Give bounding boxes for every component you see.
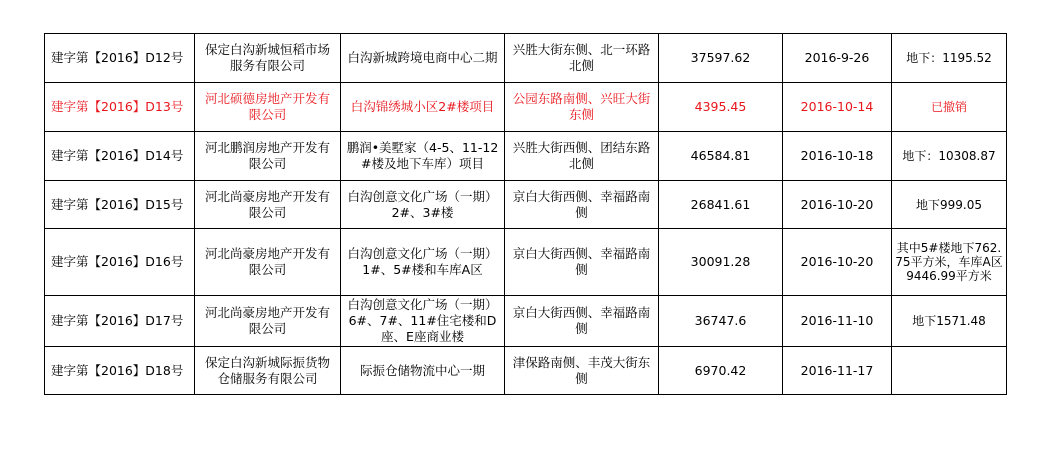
company-cell: 河北尚豪房地产开发有限公司 bbox=[195, 181, 341, 229]
note-cell: 地下999.05 bbox=[892, 181, 1007, 229]
location-cell: 京白大街西侧、幸福路南侧 bbox=[505, 229, 659, 296]
company-cell: 河北鹏润房地产开发有限公司 bbox=[195, 132, 341, 181]
company-cell: 河北尚豪房地产开发有限公司 bbox=[195, 296, 341, 347]
date-cell: 2016-11-17 bbox=[783, 347, 892, 395]
permit-id-cell: 建字第【2016】D14号 bbox=[45, 132, 195, 181]
note-cell: 其中5#楼地下762.75平方米，车库A区9446.99平方米 bbox=[892, 229, 1007, 296]
company-cell: 河北尚豪房地产开发有限公司 bbox=[195, 229, 341, 296]
permit-id-cell: 建字第【2016】D15号 bbox=[45, 181, 195, 229]
permit-id-cell: 建字第【2016】D12号 bbox=[45, 34, 195, 83]
location-cell: 津保路南侧、丰茂大街东侧 bbox=[505, 347, 659, 395]
table-row bbox=[45, 347, 1007, 395]
area-cell: 37597.62 bbox=[659, 34, 783, 83]
permit-id-cell: 建字第【2016】D17号 bbox=[45, 296, 195, 347]
note-cell: 地下1571.48 bbox=[892, 296, 1007, 347]
permit-id-cell: 建字第【2016】D18号 bbox=[45, 347, 195, 395]
table-row bbox=[45, 296, 1007, 347]
location-cell: 兴胜大街西侧、团结东路北侧 bbox=[505, 132, 659, 181]
date-cell: 2016-11-10 bbox=[783, 296, 892, 347]
date-cell: 2016-10-20 bbox=[783, 229, 892, 296]
area-cell: 30091.28 bbox=[659, 229, 783, 296]
location-cell: 京白大街西侧、幸福路南侧 bbox=[505, 296, 659, 347]
area-cell: 46584.81 bbox=[659, 132, 783, 181]
status-revoked-cell: 已撤销 bbox=[892, 83, 1007, 132]
project-cell: 白沟锦绣城小区2#楼项目 bbox=[341, 83, 505, 132]
company-cell: 保定白沟新城恒稻市场服务有限公司 bbox=[195, 34, 341, 83]
date-cell: 2016-9-26 bbox=[783, 34, 892, 83]
company-cell: 河北硕德房地产开发有限公司 bbox=[195, 83, 341, 132]
table-row bbox=[45, 34, 1007, 83]
table-row bbox=[45, 132, 1007, 181]
date-cell: 2016-10-20 bbox=[783, 181, 892, 229]
location-cell: 京白大街西侧、幸福路南侧 bbox=[505, 181, 659, 229]
project-cell: 际振仓储物流中心一期 bbox=[341, 347, 505, 395]
location-cell: 公园东路南侧、兴旺大街东侧 bbox=[505, 83, 659, 132]
area-cell: 36747.6 bbox=[659, 296, 783, 347]
note-cell: 地下：10308.87 bbox=[892, 132, 1007, 181]
project-cell: 白沟创意文化广场（一期）2#、3#楼 bbox=[341, 181, 505, 229]
note-cell bbox=[892, 347, 1007, 395]
table-row bbox=[45, 229, 1007, 296]
company-cell: 保定白沟新城际振货物仓储服务有限公司 bbox=[195, 347, 341, 395]
area-cell: 6970.42 bbox=[659, 347, 783, 395]
area-cell: 26841.61 bbox=[659, 181, 783, 229]
table-row bbox=[45, 83, 1007, 132]
permit-table bbox=[44, 33, 1007, 395]
project-cell: 白沟创意文化广场（一期）6#、7#、11#住宅楼和D座、E座商业楼 bbox=[341, 296, 505, 347]
permit-id-cell: 建字第【2016】D13号 bbox=[45, 83, 195, 132]
location-cell: 兴胜大街东侧、北一环路北侧 bbox=[505, 34, 659, 83]
area-cell: 4395.45 bbox=[659, 83, 783, 132]
project-cell: 白沟创意文化广场（一期）1#、5#楼和车库A区 bbox=[341, 229, 505, 296]
project-cell: 白沟新城跨境电商中心二期 bbox=[341, 34, 505, 83]
permit-id-cell: 建字第【2016】D16号 bbox=[45, 229, 195, 296]
table-row bbox=[45, 181, 1007, 229]
note-cell: 地下：1195.52 bbox=[892, 34, 1007, 83]
date-cell: 2016-10-14 bbox=[783, 83, 892, 132]
date-cell: 2016-10-18 bbox=[783, 132, 892, 181]
project-cell: 鹏润•美墅家（4-5、11-12#楼及地下车库）项目 bbox=[341, 132, 505, 181]
